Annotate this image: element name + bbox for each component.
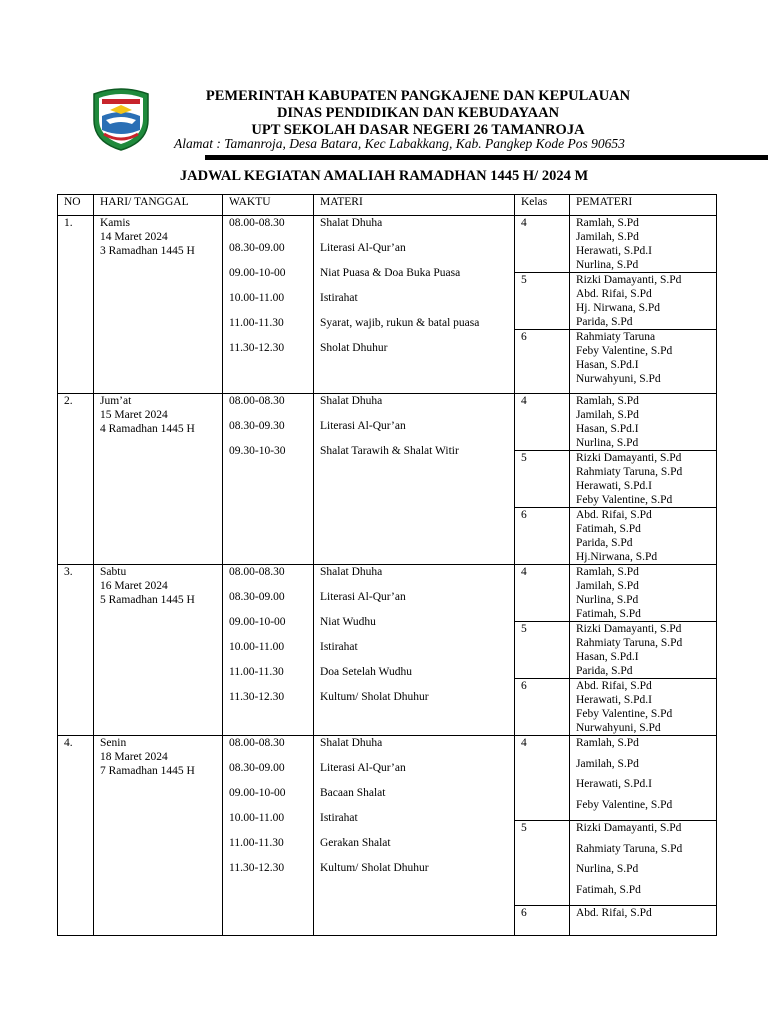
time-slot: 09.00-10-00: [229, 787, 286, 799]
pemateri-name: Rizki Damayanti, S.Pd: [576, 452, 682, 464]
pemateri-name: Nurlina, S.Pd: [576, 863, 639, 875]
col-header-time: WAKTU: [223, 195, 314, 216]
materi-item: Kultum/ Sholat Dhuhur: [320, 862, 429, 874]
pemateri-name: Parida, S.Pd: [576, 665, 633, 677]
row-no: 4.: [58, 736, 94, 936]
materi-item: Istirahat: [320, 812, 358, 824]
pemateri-name: Rizki Damayanti, S.Pd: [576, 822, 682, 834]
time-slot: 10.00-11.00: [229, 812, 285, 824]
pemateri-name: Parida, S.Pd: [576, 537, 633, 549]
pemateri-cell: [570, 622, 717, 679]
row-times: [223, 565, 314, 736]
time-slot: 08.30-09.00: [229, 242, 285, 254]
materi-item: Literasi Al-Qur’an: [320, 420, 406, 432]
pemateri-name: Ramlah, S.Pd: [576, 566, 639, 578]
letterhead: [160, 88, 676, 139]
row-materi: [314, 565, 515, 736]
col-header-materi: MATERI: [314, 195, 515, 216]
table-row: [58, 394, 717, 451]
kelas-cell: 4: [515, 565, 570, 622]
pemateri-name: Jamilah, S.Pd: [576, 409, 639, 421]
pemateri-cell: [570, 451, 717, 508]
materi-item: Istirahat: [320, 641, 358, 653]
pemateri-name: Ramlah, S.Pd: [576, 395, 639, 407]
materi-item: Shalat Tarawih & Shalat Witir: [320, 445, 459, 457]
letterhead-rule-thick: [205, 156, 768, 160]
pemateri-cell: [570, 508, 717, 565]
school-address: Alamat : Tamanroja, Desa Batara, Kec Labakkang, Kab. Pangkep Kode Pos 90653: [174, 136, 625, 151]
pemateri-name: Abd. Rifai, S.Pd: [576, 288, 652, 300]
day-hijri: 5 Ramadhan 1445 H: [100, 594, 195, 606]
kelas-cell: 6: [515, 906, 570, 936]
pemateri-name: Rahmiaty Taruna, S.Pd: [576, 466, 683, 478]
materi-item: Literasi Al-Qur’an: [320, 762, 406, 774]
pemateri-cell: [570, 679, 717, 736]
time-slot: 11.00-11.30: [229, 317, 284, 329]
time-slot: 08.30-09.00: [229, 762, 285, 774]
materi-item: Kultum/ Sholat Dhuhur: [320, 691, 429, 703]
table-header-row: [58, 195, 717, 216]
pemateri-name: Hj.Nirwana, S.Pd: [576, 551, 658, 563]
pemateri-name: Nurwahyuni, S.Pd: [576, 722, 661, 734]
time-slot: 08.00-08.30: [229, 566, 285, 578]
row-day: [94, 736, 223, 936]
letterhead-line-1: PEMERINTAH KABUPATEN PANGKAJENE DAN KEPULAUAN: [205, 88, 631, 104]
row-no: 3.: [58, 565, 94, 736]
materi-item: Literasi Al-Qur’an: [320, 242, 406, 254]
row-times: [223, 216, 314, 394]
regency-crest-logo: [90, 86, 152, 152]
col-header-kelas: Kelas: [515, 195, 570, 216]
day-date: 16 Maret 2024: [100, 580, 168, 592]
pemateri-cell: [570, 736, 717, 821]
row-no: 2.: [58, 394, 94, 565]
pemateri-cell: [570, 273, 717, 330]
pemateri-name: Hasan, S.Pd.I: [576, 651, 639, 663]
time-slot: 08.30-09.00: [229, 591, 285, 603]
day-date: 15 Maret 2024: [100, 409, 168, 421]
kelas-cell: 4: [515, 394, 570, 451]
pemateri-name: Fatimah, S.Pd: [576, 608, 641, 620]
materi-item: Bacaan Shalat: [320, 787, 386, 799]
day-name: Jum’at: [100, 395, 132, 407]
pemateri-name: Hasan, S.Pd.I: [576, 359, 639, 371]
time-slot: 08.00-08.30: [229, 737, 285, 749]
kelas-cell: 6: [515, 330, 570, 394]
day-date: 14 Maret 2024: [100, 231, 168, 243]
pemateri-name: Jamilah, S.Pd: [576, 231, 639, 243]
time-slot: 08.00-08.30: [229, 395, 285, 407]
row-materi: [314, 394, 515, 565]
pemateri-cell: [570, 565, 717, 622]
col-header-no: NO: [58, 195, 94, 216]
time-slot: 11.30-12.30: [229, 342, 285, 354]
pemateri-name: Abd. Rifai, S.Pd: [576, 907, 652, 919]
pemateri-name: Rahmiaty Taruna, S.Pd: [576, 842, 683, 855]
materi-item: Gerakan Shalat: [320, 837, 391, 849]
pemateri-name: Fatimah, S.Pd: [576, 523, 641, 535]
time-slot: 10.00-11.00: [229, 292, 285, 304]
pemateri-name: Herawati, S.Pd.I: [576, 245, 653, 257]
kelas-cell: 6: [515, 508, 570, 565]
row-times: [223, 394, 314, 565]
pemateri-name: Nurwahyuni, S.Pd: [576, 373, 661, 385]
row-day: [94, 216, 223, 394]
document-title: JADWAL KEGIATAN AMALIAH RAMADHAN 1445 H/ 2024 M: [179, 168, 589, 184]
pemateri-name: Parida, S.Pd: [576, 316, 633, 328]
time-slot: 09.00-10-00: [229, 616, 286, 628]
materi-item: Literasi Al-Qur’an: [320, 591, 406, 603]
time-slot: 11.30-12.30: [229, 691, 285, 703]
materi-item: Syarat, wajib, rukun & batal puasa: [320, 317, 480, 329]
materi-item: Doa Setelah Wudhu: [320, 666, 412, 678]
kelas-cell: 5: [515, 451, 570, 508]
row-materi: [314, 736, 515, 936]
materi-item: Shalat Dhuha: [320, 737, 383, 749]
pemateri-name: Abd. Rifai, S.Pd: [576, 680, 652, 692]
table-row: [58, 736, 717, 821]
pemateri-name: Nurlina, S.Pd: [576, 437, 639, 449]
pemateri-cell: [570, 821, 717, 906]
day-hijri: 7 Ramadhan 1445 H: [100, 765, 195, 777]
materi-item: Shalat Dhuha: [320, 395, 383, 407]
time-slot: 11.00-11.30: [229, 837, 284, 849]
pemateri-name: Rahmiaty Taruna: [576, 331, 656, 343]
row-day: [94, 565, 223, 736]
kelas-cell: 6: [515, 679, 570, 736]
day-name: Kamis: [100, 217, 131, 229]
pemateri-name: Ramlah, S.Pd: [576, 217, 639, 229]
time-slot: 08.00-08.30: [229, 217, 285, 229]
time-slot: 09.00-10-00: [229, 267, 286, 279]
materi-item: Niat Puasa & Doa Buka Puasa: [320, 267, 461, 279]
pemateri-name: Feby Valentine, S.Pd: [576, 798, 673, 811]
kelas-cell: 5: [515, 273, 570, 330]
table-row: [58, 565, 717, 622]
pemateri-name: Jamilah, S.Pd: [576, 580, 639, 592]
pemateri-name: Herawati, S.Pd.I: [576, 480, 653, 492]
time-slot: 10.00-11.00: [229, 641, 285, 653]
kelas-cell: 4: [515, 736, 570, 821]
pemateri-cell: [570, 330, 717, 394]
day-date: 18 Maret 2024: [100, 751, 168, 763]
row-no: 1.: [58, 216, 94, 394]
pemateri-name: Feby Valentine, S.Pd: [576, 345, 673, 357]
time-slot: 11.00-11.30: [229, 666, 284, 678]
col-header-day: HARI/ TANGGAL: [94, 195, 223, 216]
pemateri-name: Fatimah, S.Pd: [576, 883, 641, 896]
pemateri-name: Rahmiaty Taruna, S.Pd: [576, 637, 683, 649]
col-header-pemateri: PEMATERI: [570, 195, 717, 216]
kelas-cell: 5: [515, 821, 570, 906]
pemateri-name: Abd. Rifai, S.Pd: [576, 509, 652, 521]
kelas-cell: 4: [515, 216, 570, 273]
pemateri-cell: [570, 394, 717, 451]
table-row: [58, 216, 717, 273]
pemateri-name: Herawati, S.Pd.I: [576, 694, 653, 706]
pemateri-name: Hasan, S.Pd.I: [576, 423, 639, 435]
letterhead-line-2: DINAS PENDIDIKAN DAN KEBUDAYAAN: [276, 105, 560, 121]
pemateri-name: Herawati, S.Pd.I: [576, 778, 653, 790]
materi-item: Shalat Dhuha: [320, 566, 383, 578]
row-times: [223, 736, 314, 936]
materi-item: Sholat Dhuhur: [320, 342, 388, 354]
materi-item: Istirahat: [320, 292, 358, 304]
day-hijri: 3 Ramadhan 1445 H: [100, 245, 195, 257]
pemateri-name: Feby Valentine, S.Pd: [576, 708, 673, 720]
pemateri-name: Nurlina, S.Pd: [576, 594, 639, 606]
letterhead-line-3: UPT SEKOLAH DASAR NEGERI 26 TAMANROJA: [251, 122, 585, 138]
pemateri-cell: [570, 216, 717, 273]
pemateri-name: Hj. Nirwana, S.Pd: [576, 302, 661, 314]
pemateri-name: Rizki Damayanti, S.Pd: [576, 274, 682, 286]
row-day: [94, 394, 223, 565]
pemateri-cell: [570, 906, 717, 936]
pemateri-name: Jamilah, S.Pd: [576, 757, 639, 770]
kelas-cell: 5: [515, 622, 570, 679]
time-slot: 08.30-09.30: [229, 420, 285, 432]
materi-item: Niat Wudhu: [320, 616, 376, 628]
materi-item: Shalat Dhuha: [320, 217, 383, 229]
day-name: Sabtu: [100, 566, 127, 578]
pemateri-name: Ramlah, S.Pd: [576, 737, 639, 749]
day-name: Senin: [100, 737, 127, 749]
pemateri-name: Rizki Damayanti, S.Pd: [576, 623, 682, 635]
day-hijri: 4 Ramadhan 1445 H: [100, 423, 195, 435]
row-materi: [314, 216, 515, 394]
time-slot: 11.30-12.30: [229, 862, 285, 874]
time-slot: 09.30-10-30: [229, 445, 286, 457]
schedule-table: [57, 194, 717, 936]
pemateri-name: Feby Valentine, S.Pd: [576, 494, 673, 506]
pemateri-name: Nurlina, S.Pd: [576, 259, 639, 271]
